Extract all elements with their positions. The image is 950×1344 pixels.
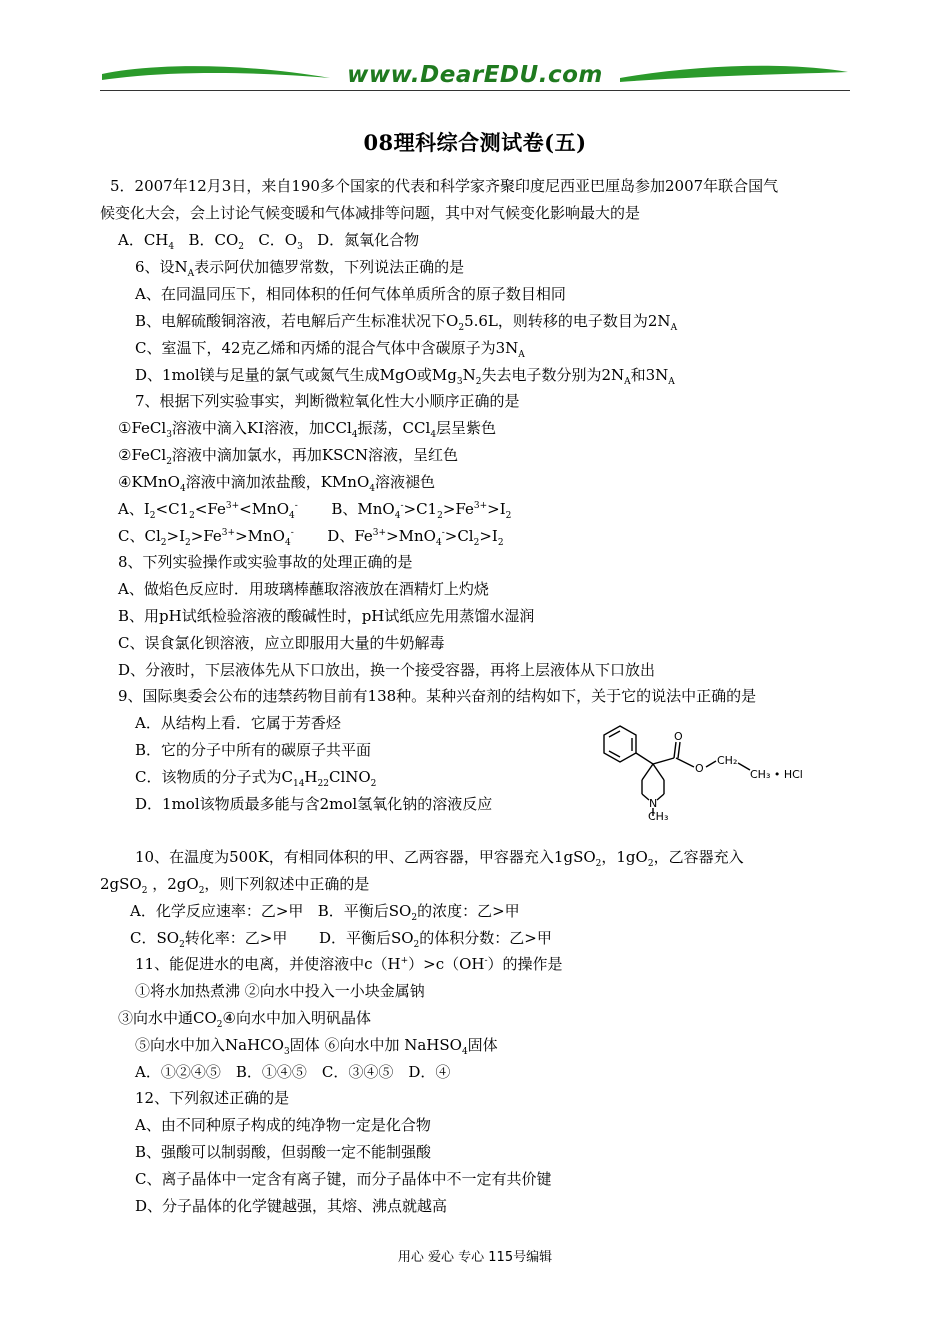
q8-option-b: B、用pH试纸检验溶液的酸碱性时，pH试纸应先用蒸馏水湿润: [118, 607, 535, 625]
q5-line-2: 候变化大会，会上讨论气候变暖和气体减排等问题，其中对气候变化影响最大的是: [100, 204, 641, 222]
structure-ch3-hcl: CH₃ • HCl: [750, 768, 803, 781]
q8-option-d: D、分液时，下层液体先从下口放出，换一个接受容器，再将上层液体从下口放出: [118, 661, 656, 679]
q7-experiment-1: ①FeCl$_3$溶液中滴入KI溶液，加CCl$_4$振荡，CCl$_4$层呈紫色: [118, 419, 497, 440]
structure-carbonyl-oxygen: O: [674, 730, 683, 743]
q9-option-a: A．从结构上看．它属于芳香烃: [135, 714, 341, 732]
q5-option-c: C．$O_3$: [258, 231, 303, 252]
q7-experiment-2: ②FeCl$_2$溶液中滴加氯水，再加KSCN溶液，呈红色: [118, 446, 459, 467]
structure-ch2: CH₂: [717, 754, 738, 767]
q10-option-a: A．化学反应速率：乙>甲: [130, 902, 304, 920]
q11-choices-2: ③向水中通$CO_2④$向水中加入明矾晶体: [118, 1009, 371, 1030]
q7-option-a: A、$I_2<C1_2<Fe^{3+}<MnO_4^-$: [118, 500, 298, 521]
q6-option-b: B、电解硫酸铜溶液，若电解后产生标准状况下$O_25.6L$，则转移的电子数目为$2N_A$: [135, 312, 678, 333]
q12-option-c: C、离子晶体中一定含有离子键，而分子晶体中不一定有共价键: [135, 1170, 552, 1188]
q8-stem: 8、下列实验操作或实验事故的处理正确的是: [118, 553, 413, 571]
page-footer: 用心 爱心 专心 115号编辑: [397, 1250, 553, 1265]
q10-options-cd: [130, 928, 552, 948]
q7-experiment-3: ④KMnO$_4$溶液中滴加浓盐酸，KMnO$_4$溶液褪色: [118, 473, 435, 494]
q6-option-c: C、室温下，42克乙烯和丙烯的混合气体中含碳原子为$3N_A$: [135, 339, 525, 360]
q12-option-a: A、由不同种原子构成的纯净物一定是化合物: [135, 1116, 431, 1134]
q7-option-d: D、$Fe^{3+}>MnO_4^->Cl_2>I_2$: [327, 527, 504, 548]
q12-stem: 12、下列叙述正确的是: [135, 1089, 290, 1107]
q10-line-1: 10、在温度为500K，有相同体积的甲、乙两容器，甲容器充入1gSO$_2$，$1gO_2$，乙容器充入: [135, 848, 744, 869]
header-divider: [100, 90, 850, 91]
q10-option-b: B．平衡后$SO_2$的浓度：乙>甲: [317, 902, 520, 923]
q6-stem: 6、设$N_A$表示阿伏加德罗常数，下列说法正确的是: [135, 258, 465, 279]
site-url[interactable]: www.DearEDU.com: [347, 62, 603, 88]
q9-option-c: C．该物质的分子式为$C_{14}H_{22}ClNO_2$: [135, 768, 377, 789]
q6-option-d: D、1mol镁与足量的氯气或氮气生成MgO或$Mg_3N_2$失去电子数分别为$2N_A$和$3N_A$: [135, 366, 675, 387]
q9-stem: 9、国际奥委会公布的违禁药物目前有138种。某种兴奋剂的结构如下，关于它的说法中正确的是: [118, 687, 757, 705]
q12-option-b: B、强酸可以制弱酸，但弱酸一定不能制强酸: [135, 1143, 432, 1161]
site-banner: [100, 60, 850, 92]
structure-nitrogen: N: [649, 797, 658, 810]
q8-option-c: C、误食氯化钡溶液，应立即服用大量的牛奶解毒: [118, 634, 445, 652]
q7-stem: 7、根据下列实验事实，判断微粒氧化性大小顺序正确的是: [135, 392, 520, 410]
q9-option-d: D．1mol该物质最多能与含2mol氢氧化钠的溶液反应: [135, 795, 493, 813]
q5-option-a: A．$CH_4$: [118, 231, 175, 252]
q5-line-1: 5．2007年12月3日，来自190多个国家的代表和科学家齐聚印度尼西亚巴厘岛参加2007年联合国气: [110, 177, 779, 195]
q9-option-b: B．它的分子中所有的碳原子共平面: [135, 741, 372, 759]
q5-options: [118, 230, 419, 250]
q5-option-d: D．氮氧化合物: [317, 231, 420, 249]
q11-options: A．①②④⑤ B．①④⑤ C．③④⑤ D．④: [135, 1063, 451, 1081]
q10-option-c: C．$SO_2$转化率：乙>甲: [130, 929, 288, 950]
q11-stem: 11、能促进水的电离，并使溶液中c（H+）>c（OH-）的操作是: [135, 955, 563, 973]
page-title: 08理科综合测试卷(五): [363, 130, 587, 155]
q7-options-cd: [118, 526, 504, 546]
q11-choices-1: ①将水加热煮沸 ②向水中投入一小块金属钠: [135, 982, 425, 1000]
structure-ester-oxygen: O: [695, 762, 704, 775]
q8-option-a: A、做焰色反应时．用玻璃棒蘸取溶液放在酒精灯上灼烧: [118, 580, 489, 598]
q7-option-b: B、$MnO_4^->C1_2>Fe^{3+}>I_2$: [331, 500, 512, 521]
molecular-structure-diagram: [598, 718, 808, 822]
structure-n-methyl: CH₃: [648, 810, 669, 822]
q10-options-ab: [130, 901, 520, 921]
q7-option-c: C、$Cl_2>I_2>Fe^{3+}>MnO_4^-$: [118, 527, 294, 548]
q12-option-d: D、分子晶体的化学键越强，其熔、沸点就越高: [135, 1197, 448, 1215]
q7-options-ab: [118, 499, 511, 519]
q10-option-d: D．平衡后$SO_2$的体积分数：乙>甲: [318, 929, 552, 950]
q11-choices-3: ⑤向水中加入NaHCO$_3$固体 ⑥向水中加 NaHSO$_4$固体: [135, 1036, 498, 1057]
q10-line-2: 2gSO$_2$ ，$2gO_2$，则下列叙述中正确的是: [100, 875, 370, 896]
q6-option-a: A、在同温同压下，相同体积的任何气体单质所含的原子数目相同: [135, 285, 566, 303]
q5-option-b: B．$CO_2$: [188, 231, 244, 252]
